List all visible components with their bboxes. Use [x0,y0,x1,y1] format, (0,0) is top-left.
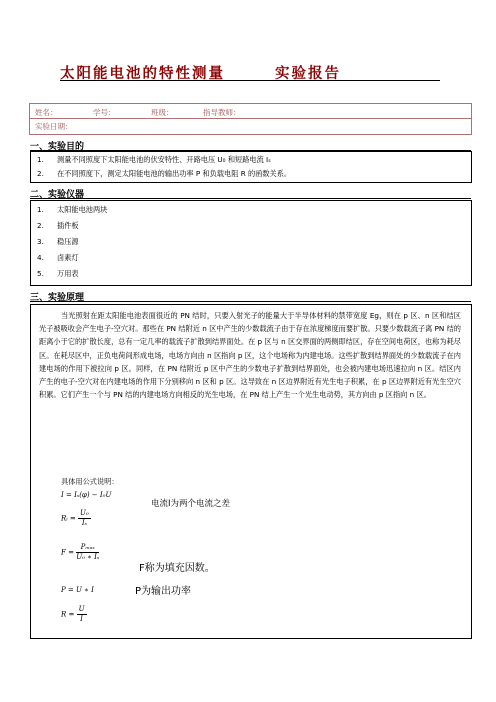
name-label: 姓名： [35,108,58,117]
list-item: 3. 稳压源 [37,237,79,246]
list-item: 2. 在不同照度下，测定太阳能电池的输出功率 P 和负载电阻 R 的函数关系。 [37,169,292,178]
formula-internal-resistance: Rᵢ = $\frac{\text{U₀}}{\text{Iₛ}}$ [61,509,89,527]
title-underline [60,80,440,81]
title-right: 实验报告 [275,65,341,82]
section-instruments-rule [30,198,471,199]
formula-load-resistance: R = $\frac{U}{I}$ [61,605,85,623]
title-left: 太阳能电池的特性测量 [60,65,225,82]
formula-power: P = U ∗ I [61,586,94,594]
principle-box [30,304,472,639]
formula-current: I = Iₛ(φ) − I₀U [61,491,112,499]
info-divider [30,118,471,119]
student-id-label: 学号： [93,108,116,117]
teacher-label: 指导教师： [203,108,241,117]
section-principle-title: 三、实验原理 [30,293,85,303]
date-label: 实验日期： [35,122,73,131]
section-purpose-title: 一、实验目的 [30,142,85,152]
formula-fill-factor: F = $\frac{\text{Pₘₐₓ}}{\text{U₀ ∗ Iₛ}}$ [61,543,100,561]
list-item: 2. 插件板 [37,221,79,230]
list-item: 5. 万用表 [37,269,79,278]
section-instruments-title: 二、实验仪器 [30,190,85,200]
list-item: 1. 太阳能电池两块 [37,205,108,214]
section-principle-rule [30,301,471,302]
note-power: P为输出功率 [135,586,192,597]
class-label: 班级： [151,108,174,117]
principle-paragraph: 当光照射在距太阳能电池表面很近的 PN 结时，只要入射光子的能量大于半导体材料的禁带宽度 Eg，则在 p 区、n 区和结区光子被吸收会产生电子-空穴对。那些在 PN 结附近 n 区中产生的少数载流子由于存在浓度梯度而要扩散。只要少数载流子离 PN 结的距离小于它的扩散长度，总有一定几率的载流子扩散到结界面处。在 p 区与 n 区交界面的两侧即结区，存在空间电荷区，也称为耗尽区。在耗尽区中，正负电荷间形成电场，电场方向由 n 区指向 p 区，这个电场称为内建电场。这些扩散到结界面处的少数载流子在内建电场的作用下被拉向 p 区。同样，在 PN 结附近 p 区中产生的少数电子扩散到结界面处，也会被内建电场迅速拉向 n 区。结区内产生的电子-空穴对在内建电场的作用下分别移向 n 区和 p 区。这导致在 n 区边界附近有光生电子积累，在 p 区边界附近有光生空穴积累。它们产生一个与 PN 结的内建电场方向相反的光生电场，在 PN 结上产生一个光生电动势，其方向由 p 区指向 n 区。 [39,311,461,400]
note-fill-factor: F称为填充因数。 [139,563,215,574]
instruments-box [30,200,472,286]
formula-intro: 具体用公式说明： [61,477,119,486]
list-item: 4. 卤素灯 [37,253,79,262]
list-item: 1. 测量不同照度下太阳能电池的伏安特性、开路电压 U₀ 和短路电流 Iₛ [37,155,271,164]
info-box [29,103,472,135]
info-row-date [35,121,73,132]
info-row-student [35,107,241,118]
purpose-box [30,151,472,183]
note-current: 电流I为两个电流之差 [151,499,231,509]
